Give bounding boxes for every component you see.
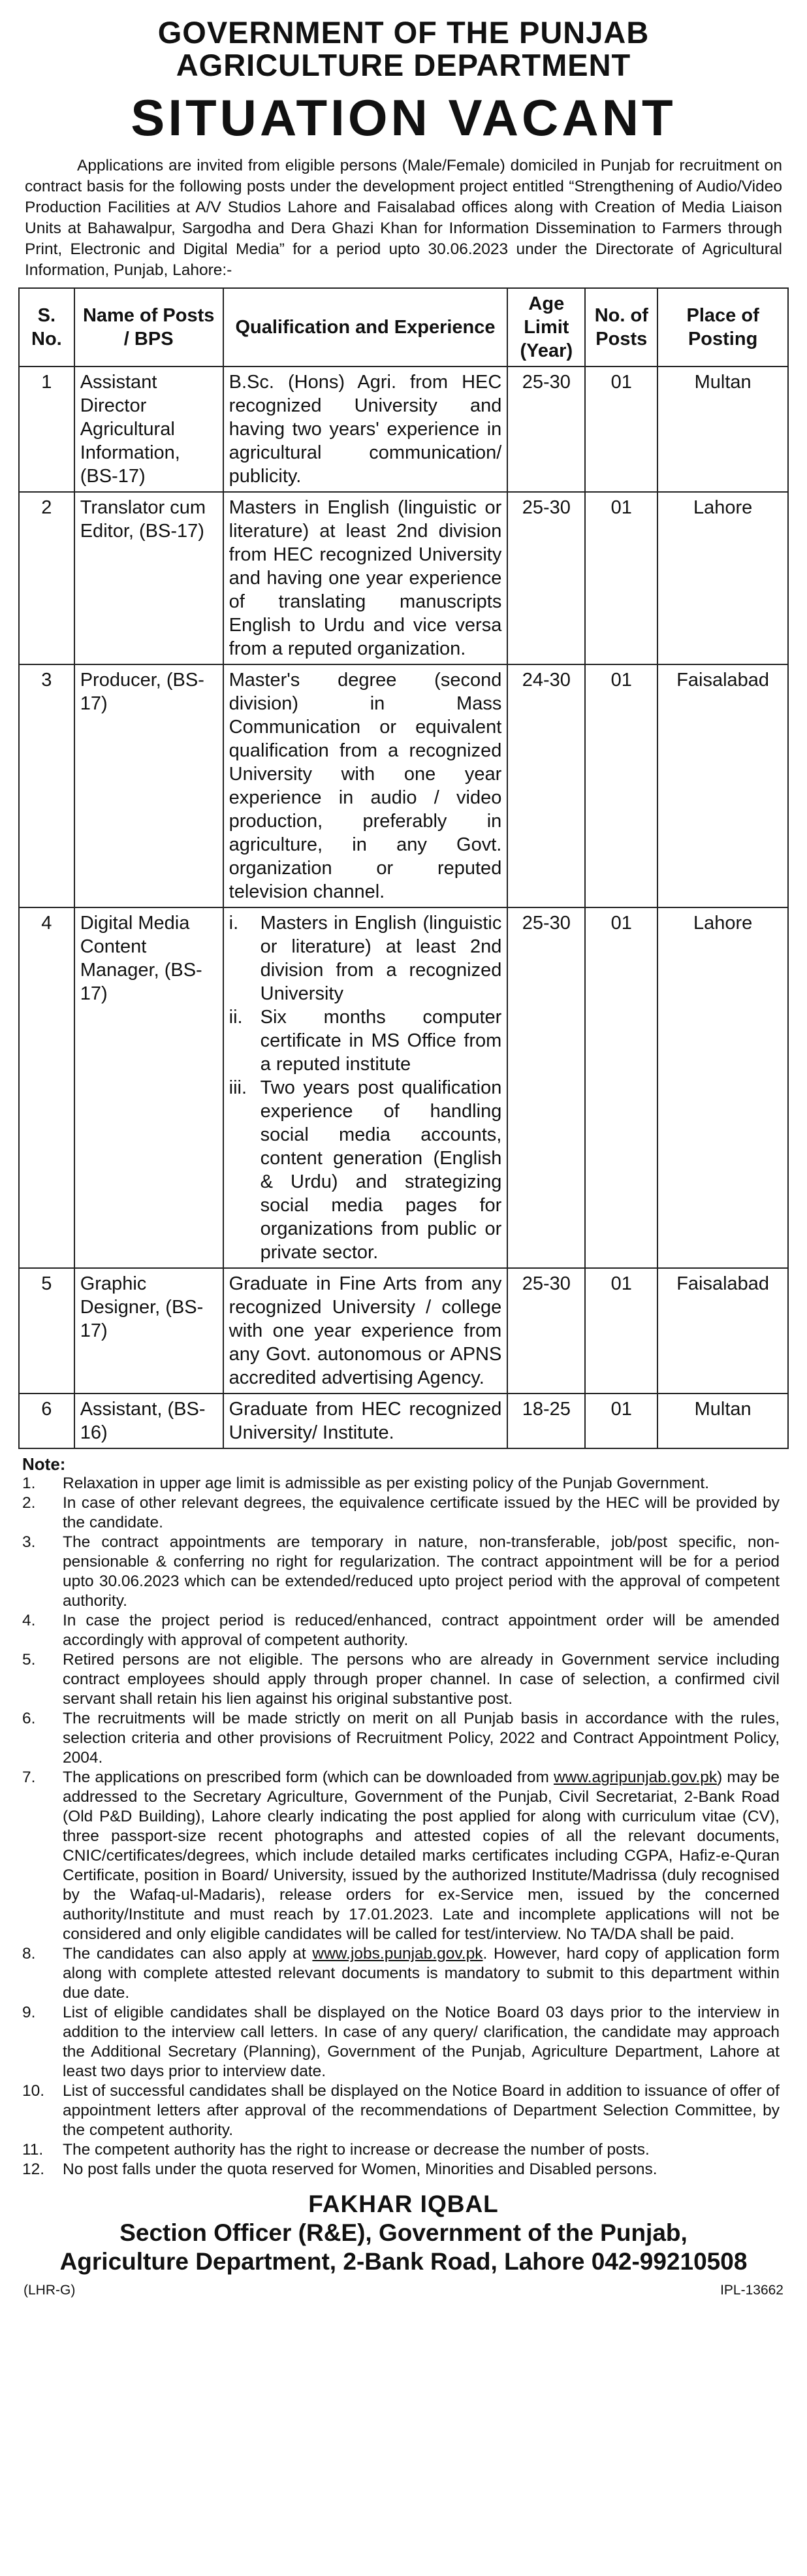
- qualification-item: [229, 1076, 502, 1264]
- signatory-address: Agriculture Department, 2-Bank Road, Lahore 042-99210508: [59, 2248, 748, 2275]
- header-posts: No. of Posts: [585, 288, 657, 367]
- note-item: [22, 1944, 780, 2003]
- cell-age: 24-30: [507, 664, 585, 907]
- cell-place: Multan: [657, 367, 788, 492]
- cell-qualification: Graduate from HEC recognized University/ Institute.: [223, 1394, 508, 1448]
- note-number: 3.: [22, 1533, 36, 1551]
- cell-posts: 01: [585, 907, 657, 1268]
- cell-age: 18-25: [507, 1394, 585, 1448]
- signatory-title: Section Officer (R&E), Government of the Punjab,: [119, 2219, 688, 2246]
- cell-posts: 01: [585, 492, 657, 664]
- note-text: The recruitments will be made strictly on merit on all Punjab basis in accordance with the rules, selection criteria and other provisions of Recruitment Policy, 2022 and Contract Appointment Policy, 2004.: [63, 1710, 780, 1767]
- note-text: List of successful candidates shall be displayed on the Notice Board in addition to issuance of offer of appointment letters after approval of the recommendations of Department Selection Committee, by the competent authority.: [63, 2082, 780, 2139]
- cell-sno: 2: [19, 492, 74, 664]
- header-sno: S. No.: [19, 288, 74, 367]
- note-number: 8.: [22, 1945, 36, 1963]
- item-number: i.: [229, 913, 239, 934]
- item-number: iii.: [229, 1077, 247, 1098]
- note-number: 1.: [22, 1475, 36, 1492]
- note-number: 4.: [22, 1612, 36, 1629]
- qualification-item: [229, 911, 502, 1005]
- cell-age: 25-30: [507, 367, 585, 492]
- note-text: Relaxation in upper age limit is admissible as per existing policy of the Punjab Government.: [63, 1475, 710, 1492]
- cell-sno: 4: [19, 907, 74, 1268]
- cell-sno: 1: [19, 367, 74, 492]
- jobs-punjab-link[interactable]: www.jobs.punjab.gov.pk: [312, 1945, 483, 1963]
- note-text: List of eligible candidates shall be displayed on the Notice Board 03 days prior to the interview in addition to the interview call letters. In case of any query/ clarification, the candidate may approach the Additional Secretary (Planning), Government of the Punjab, Agriculture Department, Lahore at least two days prior to interview date.: [63, 2004, 780, 2080]
- cell-place: Faisalabad: [657, 1268, 788, 1394]
- cell-sno: 5: [19, 1268, 74, 1394]
- cell-posts: 01: [585, 367, 657, 492]
- cell-sno: 3: [19, 664, 74, 907]
- cell-posts: 01: [585, 1268, 657, 1394]
- cell-qualification-list: [223, 907, 508, 1268]
- note-item: [22, 1650, 780, 1709]
- table-row: [19, 907, 788, 1268]
- cell-qualification: Masters in English (linguistic or literature) at least 2nd division from HEC recognized University and having one year experience of translating manuscripts English to Urdu and vice versa from a reputed organization.: [223, 492, 508, 664]
- note-item: [22, 1611, 780, 1650]
- page-title: SITUATION VACANT: [131, 89, 676, 146]
- note-text: No post falls under the quota reserved for Women, Minorities and Disabled persons.: [63, 2160, 657, 2178]
- table-row: [19, 664, 788, 907]
- note-text: The contract appointments are temporary in nature, non-transferable, job/post specific, non-pensionable & conferring no right for regularization. The contract appointment will be for a period upto 30.06.2023 which can be extended/reduced upto project period with the approval of competent authority.: [63, 1533, 780, 1610]
- cell-age: 25-30: [507, 907, 585, 1268]
- note-number: 6.: [22, 1710, 36, 1727]
- note-item: [22, 2160, 780, 2179]
- note-text: Retired persons are not eligible. The persons who are already in Government service including contract employees should apply through proper channel. In case of selection, a confirmed civil servant shall retain his lien against his original substantive post.: [63, 1651, 780, 1708]
- note-item: [22, 2003, 780, 2081]
- note-item: [22, 2081, 780, 2140]
- intro-paragraph: Applications are invited from eligible persons (Male/Female) domiciled in Punjab for recruitment on contract basis for the following posts under the development project entitled “Strengthening of Audio/Video Production Facilities at A/V Studios Lahore and Faisalabad offices along with Creation of Media Liaison Units at Bahawalpur, Sargodha and Dera Ghazi Khan for Information Dissemination to Farmers through Print, Electronic and Digital Media” for a period upto 30.06.2023 under the Directorate of Agricultural Information, Punjab, Lahore:-: [25, 157, 782, 279]
- cell-age: 25-30: [507, 492, 585, 664]
- signature-block: [18, 2190, 789, 2276]
- cell-name: Assistant, (BS-16): [74, 1394, 223, 1448]
- table-row: [19, 1394, 788, 1448]
- qualification-item: [229, 1005, 502, 1076]
- cell-name: Translator cum Editor, (BS-17): [74, 492, 223, 664]
- table-row: [19, 1268, 788, 1394]
- note-text: [63, 1944, 780, 2003]
- cell-place: Multan: [657, 1394, 788, 1448]
- item-text: Six months computer certificate in MS Office from a reputed institute: [260, 1007, 502, 1075]
- header-age: Age Limit (Year): [507, 288, 585, 367]
- cell-place: Lahore: [657, 907, 788, 1268]
- cell-name: Graphic Designer, (BS-17): [74, 1268, 223, 1394]
- notes-list: [22, 1474, 780, 2179]
- cell-posts: 01: [585, 1394, 657, 1448]
- agripunjab-link[interactable]: www.agripunjab.gov.pk: [553, 1769, 718, 1786]
- cell-qualification: Master's degree (second division) in Mass Communication or equivalent qualification from a recognized University with one year experience in audio / video production, preferably in agriculture, in any Govt. organization or reputed television channel.: [223, 664, 508, 907]
- note-item: [22, 1533, 780, 1611]
- note-item: [22, 1768, 780, 1944]
- posts-table: [18, 287, 789, 1449]
- item-text: Masters in English (linguistic or literature) at least 2nd division from a recognized University: [260, 913, 502, 1004]
- note-item: [22, 1474, 780, 1493]
- cell-name: Digital Media Content Manager, (BS-17): [74, 907, 223, 1268]
- cell-place: Faisalabad: [657, 664, 788, 907]
- footer-code-right: IPL-13662: [720, 2283, 783, 2298]
- note-number: 7.: [22, 1769, 36, 1786]
- footer-code-left: (LHR-G): [24, 2283, 76, 2298]
- cell-qualification: B.Sc. (Hons) Agri. from HEC recognized University and having two years' experience in agricultural communication/ publicity.: [223, 367, 508, 492]
- cell-age: 25-30: [507, 1268, 585, 1394]
- department-heading: AGRICULTURE DEPARTMENT: [176, 48, 631, 82]
- note-text-part: ) may be addressed to the Secretary Agriculture, Government of the Punjab, Civil Secretariat, 2-Bank Road (Old P&D Building), Lahore clearly indicating the post applied for along with curriculum vitae (CV), three passport-size recent photographs and attested copies of all the relevant documents, CNIC/certificates/degrees, which include detailed marks certificates including CGPA, Hafiz-e-Quran Certificate, position in Board/ University, issued by the authorized Institute/Madrissa (duly recognised by the Wafaq-ul-Madaris), release orders for ex-Service men, issued by the concerned authority/Institute and must reach by 17.01.2023. Late and incomplete applications will not be considered and only eligible candidates will be called for test/interview. No TA/DA shall be paid.: [63, 1769, 780, 1943]
- header-qualification: Qualification and Experience: [223, 288, 508, 367]
- government-heading: GOVERNMENT OF THE PUNJAB: [157, 15, 650, 50]
- note-text: [63, 1768, 780, 1944]
- note-text: In case the project period is reduced/enhanced, contract appointment order will be amended accordingly with approval of competent authority.: [63, 1612, 780, 1649]
- cell-posts: 01: [585, 664, 657, 907]
- table-row: [19, 492, 788, 664]
- note-text-part: The candidates can also apply at: [63, 1945, 313, 1963]
- header-place: Place of Posting: [657, 288, 788, 367]
- note-number: 9.: [22, 2004, 36, 2021]
- cell-name: Assistant Director Agricultural Information, (BS-17): [74, 367, 223, 492]
- note-item: [22, 2140, 780, 2160]
- signatory-name: FAKHAR IQBAL: [308, 2191, 499, 2217]
- note-number: 2.: [22, 1494, 36, 1512]
- note-text-part: The applications on prescribed form (which can be downloaded from: [63, 1769, 554, 1786]
- note-number: 11.: [22, 2141, 44, 2159]
- note-number: 10.: [22, 2082, 45, 2100]
- notes-heading: Note:: [22, 1454, 66, 1474]
- note-text: In case of other relevant degrees, the equivalence certificate issued by the HEC will be provided by the candidate.: [63, 1494, 780, 1531]
- cell-place: Lahore: [657, 492, 788, 664]
- table-row: [19, 367, 788, 492]
- note-item: [22, 1709, 780, 1768]
- header-name: Name of Posts / BPS: [74, 288, 223, 367]
- note-item: [22, 1493, 780, 1533]
- cell-name: Producer, (BS-17): [74, 664, 223, 907]
- footer: [24, 2283, 783, 2298]
- table-header-row: [19, 288, 788, 367]
- item-text: Two years post qualification experience of handling social media accounts, content generation (English & Urdu) and strategizing social media pages for organizations from public or private sector.: [260, 1077, 502, 1263]
- cell-qualification: Graduate in Fine Arts from any recognized University / college with one year experience from any Govt. autonomous or APNS accredited advertising Agency.: [223, 1268, 508, 1394]
- cell-sno: 6: [19, 1394, 74, 1448]
- item-number: ii.: [229, 1007, 243, 1028]
- note-number: 12.: [22, 2160, 45, 2178]
- note-number: 5.: [22, 1651, 36, 1669]
- note-text: The competent authority has the right to increase or decrease the number of posts.: [63, 2141, 650, 2159]
- note-text-part: . However, hard copy of application form along with complete attested relevant documents is mandatory to submit to this department within due date.: [63, 1945, 780, 2002]
